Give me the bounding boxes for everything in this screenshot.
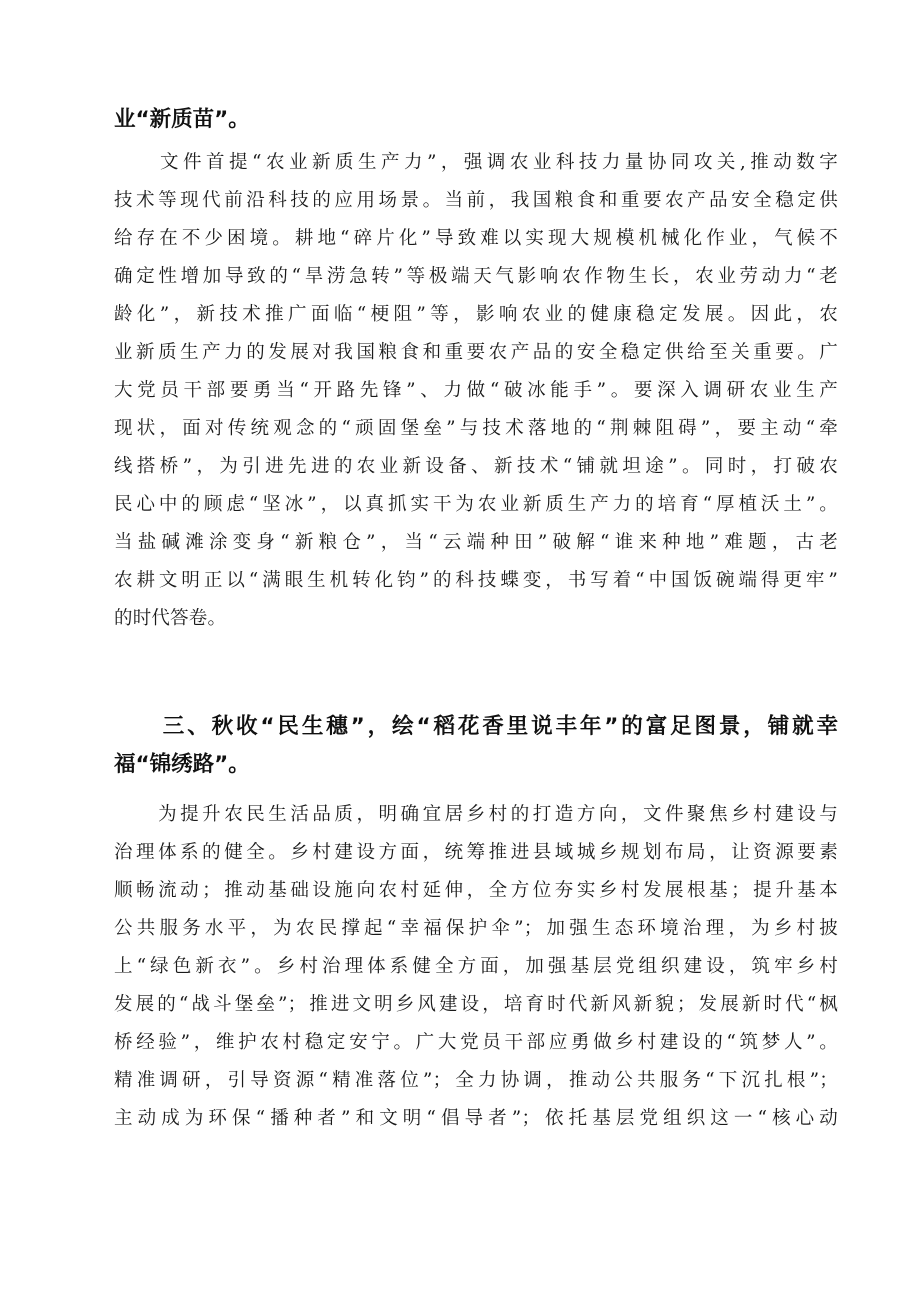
paragraph-line: 线搭桥”，为引进先进的农业新设备、新技术“铺就坦途”。同时，打破农 [114, 456, 838, 477]
paragraph-line: 文件首提“农业新质生产力”，强调农业科技力量协同攻关,推动数字 [114, 152, 838, 173]
paragraph-line: 的时代答卷。 [114, 608, 227, 629]
paragraph-line: 给存在不少困境。耕地“碎片化”导致难以实现大规模机械化作业，气候不 [114, 228, 838, 249]
paragraph-line: 业新质生产力的发展对我国粮食和重要农产品的安全稳定供给至关重要。广 [114, 342, 838, 363]
paragraph-line: 当盐碱滩涂变身“新粮仓”，当“云端种田”破解“谁来种地”难题，古老 [114, 532, 838, 553]
paragraph-line: 主动成为环保“播种者”和文明“倡导者”；依托基层党组织这一“核心动 [114, 1108, 838, 1129]
paragraph-line: 桥经验”，维护农村稳定安宁。广大党员干部应勇做乡村建设的“筑梦人”。 [114, 1032, 838, 1053]
paragraph-agricultural-productivity [114, 144, 838, 638]
paragraph-line: 精准调研，引导资源“精准落位”；全力协调，推动公共服务“下沉扎根”； [114, 1070, 838, 1091]
paragraph-line: 顺畅流动；推动基础设施向农村延伸，全方位夯实乡村发展根基；提升基本 [114, 880, 838, 901]
section-3-heading [114, 708, 838, 784]
heading-line: 三、秋收“民生穗”，绘“稻花香里说丰年”的富足图景，铺就幸 [114, 714, 838, 739]
paragraph-line: 现状，面对传统观念的“顽固堡垒”与技术落地的“荆棘阻碍”，要主动“牵 [114, 418, 838, 439]
paragraph-line: 大党员干部要勇当“开路先锋”、力做“破冰能手”。要深入调研农业生产 [114, 380, 838, 401]
paragraph-rural-construction [114, 796, 838, 1138]
paragraph-line: 为提升农民生活品质，明确宜居乡村的打造方向，文件聚焦乡村建设与 [114, 804, 838, 825]
paragraph-line: 上“绿色新衣”。乡村治理体系健全方面，加强基层党组织建设，筑牢乡村 [114, 956, 838, 977]
paragraph-line: 发展的“战斗堡垒”；推进文明乡风建设，培育时代新风新貌；发展新时代“枫 [114, 994, 838, 1015]
paragraph-line: 农耕文明正以“满眼生机转化钧”的科技蝶变，书写着“中国饭碗端得更牢” [114, 570, 838, 591]
continued-heading [114, 101, 838, 139]
paragraph-line: 龄化”，新技术推广面临“梗阻”等，影响农业的健康稳定发展。因此，农 [114, 304, 838, 325]
heading-line: 福“锦绣路”。 [114, 752, 250, 777]
heading-line: 业“新质苗”。 [114, 107, 250, 132]
paragraph-line: 技术等现代前沿科技的应用场景。当前，我国粮食和重要农产品安全稳定供 [114, 190, 838, 211]
paragraph-line: 治理体系的健全。乡村建设方面，统筹推进县域城乡规划布局，让资源要素 [114, 842, 838, 863]
paragraph-line: 公共服务水平，为农民撑起“幸福保护伞”；加强生态环境治理，为乡村披 [114, 918, 838, 939]
paragraph-line: 确定性增加导致的“旱涝急转”等极端天气影响农作物生长，农业劳动力“老 [114, 266, 838, 287]
paragraph-line: 民心中的顾虑“坚冰”，以真抓实干为农业新质生产力的培育“厚植沃土”。 [114, 494, 838, 515]
